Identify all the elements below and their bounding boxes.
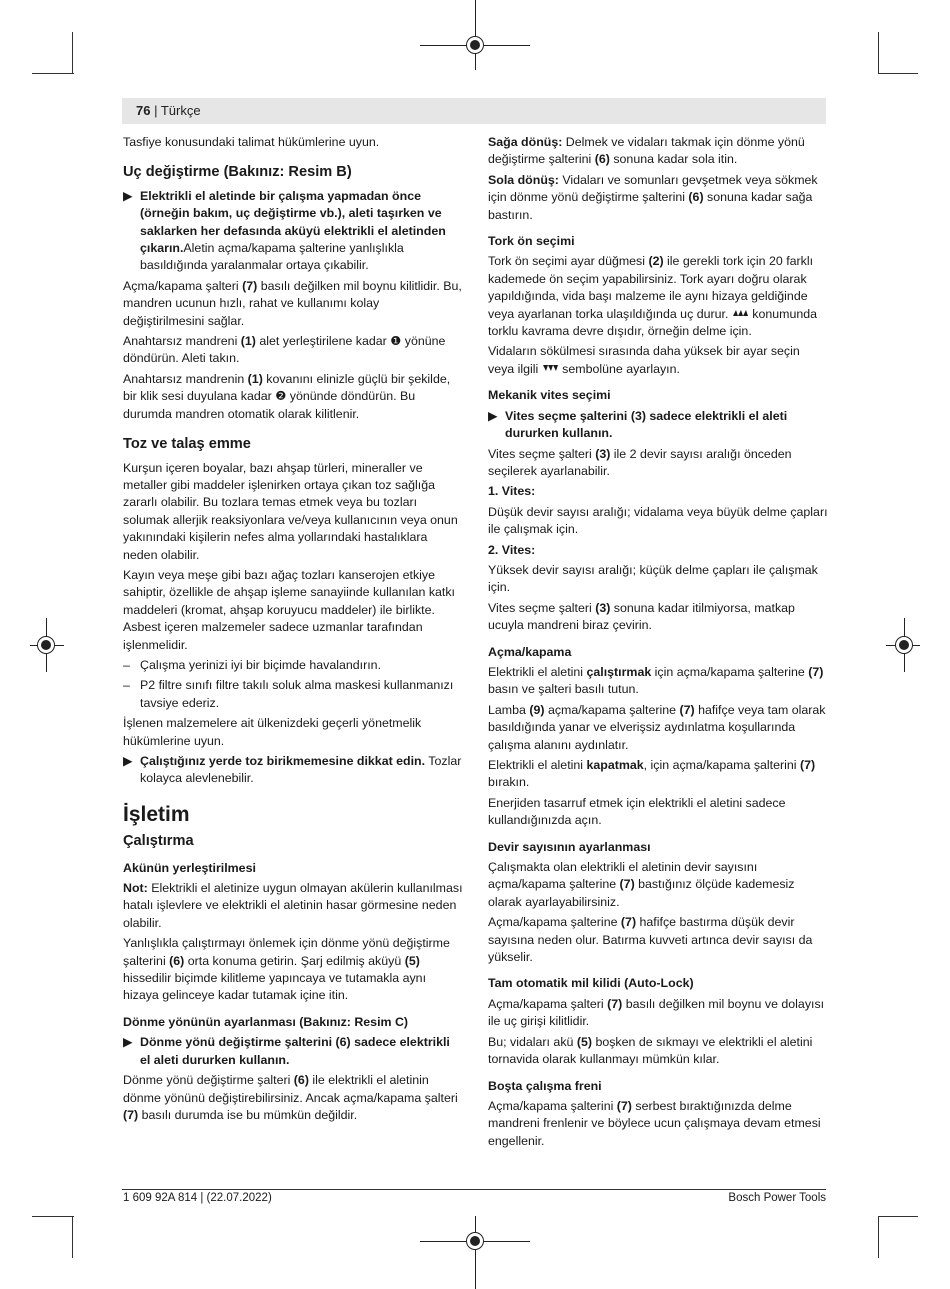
- footer-rule: [122, 1189, 826, 1190]
- subheading-brake: Boşta çalışma freni: [488, 1078, 602, 1093]
- warning-marker-icon: ▶: [123, 754, 133, 768]
- subheading-torque: Tork ön seçimi: [488, 234, 575, 249]
- subheading-speed: Devir sayısının ayarlanması: [488, 839, 651, 854]
- paragraph: Elektrikli el aletini çalıştırmak için açma/kapama şalterine (7) basın ve şalteri basılı tutun.: [488, 664, 824, 697]
- registration-mark-right: [895, 636, 913, 654]
- crop-mark: [878, 32, 879, 74]
- paragraph: Açma/kapama şalteri (7) basılı değilken mil boynu kilitlidir. Bu, mandren ucunun hızlı, rahat ve kullanımı kolay değiştirilmesini sağlar.: [123, 278, 462, 328]
- header-language: Türkçe: [160, 103, 201, 118]
- paragraph: Tasfiye konusundaki talimat hükümlerine uyun.: [123, 135, 380, 149]
- paragraph: Düşük devir sayısı aralığı; vidalama veya büyük delme çapları ile çalışmak için.: [488, 504, 828, 537]
- crop-mark: [878, 1216, 918, 1217]
- dash-marker-icon: –: [123, 657, 130, 672]
- paragraph: Tork ön seçimi ayar düğmesi (2) ile gerekli tork için 20 farklı kademede ön seçim yapabilirsiniz. Tork ayarı doğru olarak yapıldığında, vida başı malzeme ile aynı hizaya geldiğinde veya ayarlanan torka ulaşıldığında uç durur. konumunda torklu kavrama devre dışıdır, örneğin delme için.: [488, 254, 818, 339]
- paragraph: Açma/kapama şalterini (7) serbest bıraktığınızda delme mandreni frenlenir ve böylece ucun çalışmaya devam etmesi engellenir.: [488, 1098, 821, 1148]
- dash-marker-icon: –: [123, 678, 130, 693]
- section-heading-bit-change: Uç değiştirme (Bakınız: Resim B): [123, 164, 352, 181]
- page-header: 76 | Türkçe: [136, 103, 201, 118]
- paragraph: Vites seçme şalteri (3) ile 2 devir sayısı aralığı önceden seçilerek ayarlanabilir.: [488, 446, 792, 478]
- subheading-onoff: Açma/kapama: [488, 644, 572, 659]
- crop-mark: [72, 1216, 73, 1258]
- subheading-autolock: Tam otomatik mil kilidi (Auto-Lock): [488, 976, 694, 991]
- paragraph: Anahtarsız mandreni (1) alet yerleştirilene kadar ❶ yönüne döndürün. Aleti takın.: [123, 334, 446, 366]
- warning-item: ▶ Dönme yönü değiştirme şalterini (6) sadece elektrikli el aleti dururken kullanın.: [123, 1035, 450, 1067]
- paragraph: Lamba (9) açma/kapama şalterine (7) hafifçe veya tam olarak basıldığında yanar ve elverişsiz aydınlatma koşullarında çalışma alanını aydınlatır.: [488, 702, 826, 752]
- crop-mark: [72, 32, 73, 74]
- registration-line: [475, 0, 476, 70]
- subheading-rotation: Dönme yönünün ayarlanması (Bakınız: Resim C): [123, 1014, 409, 1029]
- warning-marker-icon: ▶: [123, 1035, 133, 1050]
- paragraph: Elektrikli el aletini kapatmak, için açma/kapama şalterini (7) bırakın.: [488, 758, 816, 790]
- registration-line: [475, 1216, 476, 1289]
- paragraph: Bu; vidaları akü (5) boşken de sıkmayı ve elektrikli el aletini tornavida olarak kullanmayı mümkün kılar.: [488, 1034, 813, 1067]
- registration-mark-left: [37, 636, 55, 654]
- paragraph: Not: Elektrikli el aletinize uygun olmayan akülerin kullanılması hatalı işlevlere ve elektrikli el aletinin hasar görmesine neden olabilir.: [123, 881, 463, 930]
- paragraph: İşlenen malzemelere ait ülkenizdeki geçerli yönetmelik hükümlerine uyun.: [123, 716, 422, 748]
- paragraph: Yüksek devir sayısı aralığı; küçük delme çapları ile çalışmak için.: [488, 562, 818, 595]
- paragraph: Sağa dönüş: Delmek ve vidaları takmak için dönme yönü değiştirme şalterini (6) sonuna kadar sola itin.: [488, 135, 805, 167]
- drill-mode-icon: [542, 364, 559, 372]
- page-header-bar: [122, 98, 826, 124]
- drill-mode-icon: [732, 309, 749, 317]
- crop-mark: [32, 1216, 74, 1217]
- warning-item: ▶ Elektrikli el aletinde bir çalışma yapmadan önce (örneğin bakım, uç değiştirme vb.), aleti taşırken ve saklarken her defasında aküyü elektrikli el aletinden çıkarın.Aletin açma/kapama şalterine yanlışlıkla basıldığında yaralanmalar ortaya çıkabilir.: [123, 188, 446, 273]
- gear-label: 1. Vites:: [488, 484, 536, 499]
- section-heading-dust: Toz ve talaş emme: [123, 436, 251, 453]
- crop-mark: [878, 73, 918, 74]
- paragraph: Kayın veya meşe gibi bazı ağaç tozları kanserojen etkiye sahiptir, özellikle de ahşap işleme sanayiinde kullanılan katkı maddeleri (kromat, ahşap koruyucu maddeler) ile birlikte. Asbest içeren malzemeler sadece uzmanlar tarafından işlenmelidir.: [123, 567, 455, 652]
- gear-label: 2. Vites:: [488, 542, 536, 557]
- paragraph: Açma/kapama şalteri (7) basılı değilken mil boynu ve dolayısı ile uç girişi kilitlidir.: [488, 996, 825, 1029]
- section-heading-startup: Çalıştırma: [123, 833, 194, 850]
- warning-marker-icon: ▶: [123, 188, 133, 203]
- right-column: [488, 134, 828, 1153]
- paragraph: Açma/kapama şalterine (7) hafifçe bastırma düşük devir sayısına neden olur. Batırma kuvveti artınca devir sayısı da yükselir.: [488, 915, 813, 965]
- paragraph: Anahtarsız mandrenin (1) kovanını elinizle güçlü bir şekilde, bir klik sesi duyulana kadar ❷ yönünde döndürün. Bu durumda mandren otomatik olarak kilitlenir.: [123, 371, 451, 421]
- crop-mark: [32, 73, 74, 74]
- footer-brand: Bosch Power Tools: [728, 1192, 826, 1204]
- dash-item: – Çalışma yerinizi iyi bir biçimde havalandırın.: [123, 657, 463, 674]
- warning-item: ▶ Çalıştığınız yerde toz birikmemesine dikkat edin. Tozlar kolayca alevlenebilir.: [123, 754, 462, 786]
- footer-doc-id: 1 609 92A 814 | (22.07.2022): [123, 1192, 272, 1204]
- crop-mark: [878, 1216, 879, 1258]
- dash-item: – P2 filtre sınıfı filtre takılı soluk alma maskesi kullanmanızı tavsiye ederiz.: [123, 678, 454, 710]
- chapter-heading-operation: İşletim: [123, 802, 190, 826]
- paragraph: Vidaların sökülmesi sırasında daha yüksek bir ayar seçin veya ilgili sembolüne ayarlayın.: [488, 344, 800, 376]
- registration-mark-top: [466, 36, 484, 54]
- paragraph: Enerjiden tasarruf etmek için elektrikli el aletini sadece kullandığınızda açın.: [488, 795, 786, 828]
- left-column: [123, 134, 463, 1127]
- subheading-gear: Mekanik vites seçimi: [488, 388, 611, 403]
- warning-item: ▶ Vites seçme şalterini (3) sadece elektrikli el aleti dururken kullanın.: [488, 408, 788, 441]
- warning-marker-icon: ▶: [488, 408, 498, 423]
- subheading-battery: Akünün yerleştirilmesi: [123, 860, 256, 875]
- paragraph: Dönme yönü değiştirme şalteri (6) ile elektrikli el aletinin dönme yönünü değiştirebilirsiniz. Ancak açma/kapama şalteri (7) basılı durumda ise bu mümkün değildir.: [123, 1073, 458, 1122]
- page-number: 76: [136, 103, 151, 118]
- paragraph: Yanlışlıkla çalıştırmayı önlemek için dönme yönü değiştirme şalterini (6) orta konuma getirin. Şarj edilmiş aküyü (5) hissedilir biçimde kilitleme yapıncaya ve tutamakla aynı hizaya gelinceye kadar tutamak içine itin.: [123, 936, 450, 1003]
- paragraph: Sola dönüş: Vidaları ve somunları gevşetmek veya sökmek için dönme yönü değiştirme şalterini (6) sonuna kadar sağa bastırın.: [488, 172, 818, 222]
- paragraph: Çalışmakta olan elektrikli el aletinin devir sayısını açma/kapama şalterine (7) bastığınız ölçüde kademesiz olarak ayarlayabilirsiniz.: [488, 860, 795, 909]
- registration-mark-bottom: [466, 1232, 484, 1250]
- paragraph: Vites seçme şalteri (3) sonuna kadar itilmiyorsa, matkap ucuyla mandreni biraz çevirin.: [488, 600, 795, 633]
- paragraph: Kurşun içeren boyalar, bazı ahşap türleri, mineraller ve metaller gibi maddeler işlenirken ortaya çıkan toz sağlığa zararlı olabilir. Bu tozlara temas etmek veya bu tozları solumak allerjik reaksiyonlara ve/veya kullanıcının veya onun yakınındaki kişilerin nefes alma yollarındaki hastalıklara neden olabilir.: [123, 460, 458, 562]
